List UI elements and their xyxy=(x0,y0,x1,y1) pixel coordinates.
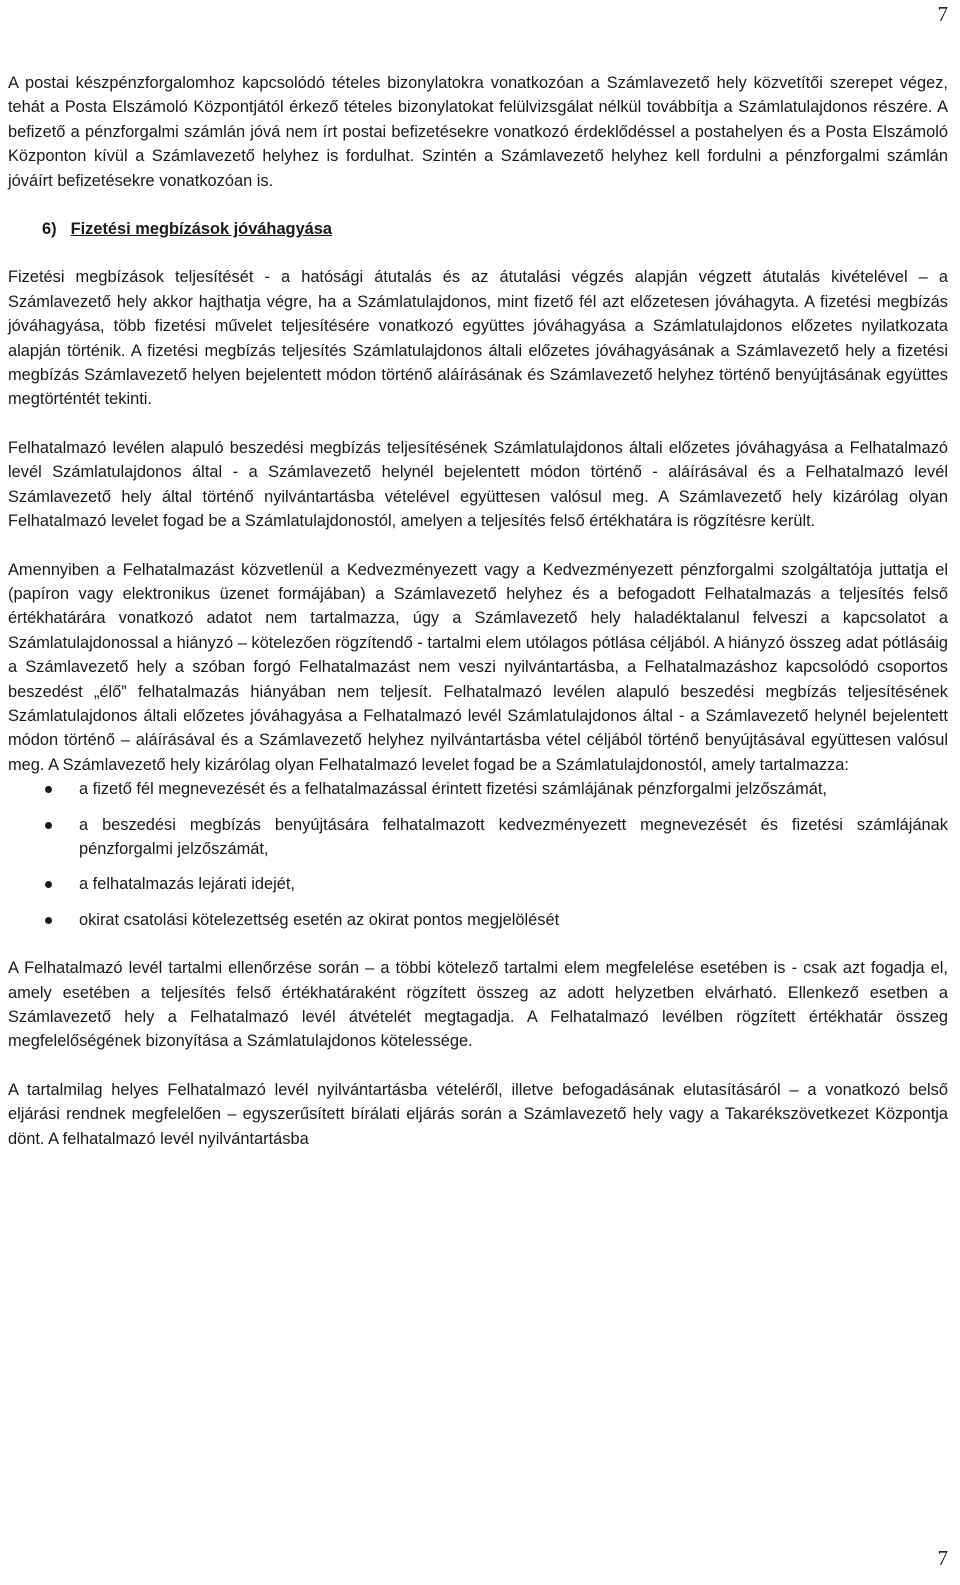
document-body xyxy=(8,71,948,1151)
list-item xyxy=(8,777,948,801)
section-heading xyxy=(42,217,948,241)
paragraph-approval: Fizetési megbízások teljesítését - a hatósági átutalás és az átutalási végzés alapján végzett átutalás kivételével – a Számlavezető hely akkor hajthatja végre, ha a Számlatulajdonos, mint fizető fél azt előzetesen jóváhagyta. A fizetési megbízás jóváhagyása, több fizetési művelet teljesítésére vonatkozó együttes jóváhagyása a Számlatulajdonos előzetes nyilatkozata alapján történik. A fizetési megbízás teljesítés Számlatulajdonos általi előzetes jóváhagyásának a Számlavezető hely a fizetési megbízás Számlavezető helyen bejelentett módon történő aláírásának és Számlavezető helyhez történő benyújtásának együttes megtörténtét tekinti. xyxy=(8,268,948,409)
list-item-text: a felhatalmazás lejárati idejét, xyxy=(79,875,295,894)
bullet-list xyxy=(8,777,948,932)
bullet-icon xyxy=(45,917,52,924)
paragraph-content-check: A Felhatalmazó levél tartalmi ellenőrzése során – a többi kötelező tartalmi elem megfelelése esetében is - csak azt fogadja el, amely esetében a teljesítés felső értékhatáraként rögzített összeg az adott helyzetben elvárható. Ellenkező esetben a Számlavezető hely a Felhatalmazó levél átvételét megtagadja. A Felhatalmazó levélben rögzített értékhatár összeg megfelelőségének bizonyítása a Számlatulajdonos kötelessége. xyxy=(8,959,948,1051)
list-item-text: a fizető fél megnevezését és a felhatalmazással érintett fizetési számlájának pénzforgalmi jelzőszámát, xyxy=(79,780,827,799)
list-item xyxy=(8,872,948,896)
list-item-text: okirat csatolási kötelezettség esetén az okirat pontos megjelölését xyxy=(79,910,560,929)
list-item xyxy=(8,813,948,862)
paragraph-registration: A tartalmilag helyes Felhatalmazó levél nyilvántartásba vételéről, illetve befogadásának elutasításáról – a vonatkozó belső eljárási rendnek megfelelően – egyszerűsített bírálati eljárás során a Számlavezető hely vagy a Takarékszövetkezet Központja dönt. A felhatalmazó levél nyilvántartásba xyxy=(8,1080,948,1148)
bullet-icon xyxy=(45,786,52,793)
section-number: 6) xyxy=(42,220,57,239)
list-item-text: a beszedési megbízás benyújtására felhatalmazott kedvezményezett megnevezését és fizetési számlájának pénzforgalmi jelzőszámát, xyxy=(79,815,948,858)
page-number-top: 7 xyxy=(937,2,948,26)
page-number-bottom: 7 xyxy=(937,1546,948,1570)
bullet-icon xyxy=(45,822,52,829)
paragraph-postal-documents: A postai készpénzforgalomhoz kapcsolódó tételes bizonylatokra vonatkozóan a Számlavezető hely közvetítői szerepet végez, tehát a Posta Elszámoló Központjától érkező tételes bizonylatokat felülvizsgálat nélkül továbbítja a Számlatulajdonos részére. A befizető a pénzforgalmi számlán jóvá nem írt postai befizetésekre vonatkozó érdeklődéssel a postahelyen és a Posta Elszámoló Központon kívül a Számlavezető helyhez is fordulhat. Szintén a Számlavezető helyhez kell fordulni a pénzforgalmi számlán jóváírt befizetésekre vonatkozóan is. xyxy=(8,74,948,190)
section-title: Fizetési megbízások jóváhagyása xyxy=(70,220,333,239)
paragraph-beneficiary: Amennyiben a Felhatalmazást közvetlenül a Kedvezményezett vagy a Kedvezményezett pénzforgalmi szolgáltatója juttatja el (papíron vagy elektronikus üzenet formájában) a Számlavezető helyhez és a befogadott Felhatalmazás a teljesítés felső értékhatárára vonatkozó adatot nem tartalmazza, úgy a Számlavezető hely haladéktalanul felveszi a kapcsolatot a Számlatulajdonossal a hiányzó – kötelezően rögzítendő - tartalmi elem utólagos pótlása céljából. A hiányzó összeg adat pótlásáig a Számlavezető hely a szóban forgó Felhatalmazást nem veszi nyilvántartásba, a Felhatalmazáshoz kapcsolódó csoportos beszedést „élő” felhatalmazás hiányában nem teljesít. Felhatalmazó levélen alapuló beszedési megbízás teljesítésének Számlatulajdonos általi előzetes jóváhagyása a Felhatalmazó levél Számlatulajdonos által - a Számlavezető helynél bejelentett módon történő – aláírásával és a Számlavezető helyhez nyilvántartásba vétel céljából történő benyújtásával együttesen valósul meg. A Számlavezető hely kizárólag olyan Felhatalmazó levelet fogad be a Számlatulajdonostól, amely tartalmazza: xyxy=(8,560,948,774)
paragraph-authorization-letter: Felhatalmazó levélen alapuló beszedési megbízás teljesítésének Számlatulajdonos általi előzetes jóváhagyása a Felhatalmazó levél Számlatulajdonos által - a Számlavezető helynél bejelentett módon történő - aláírásával és a Felhatalmazó levél Számlavezető hely által történő nyilvántartásba vételével együttesen valósul meg. A Számlavezető hely kizárólag olyan Felhatalmazó levelet fogad be a Számlatulajdonostól, amelyen a teljesítés felső értékhatára is rögzítésre került. xyxy=(8,438,948,531)
list-item xyxy=(8,908,948,932)
bullet-icon xyxy=(45,881,52,888)
